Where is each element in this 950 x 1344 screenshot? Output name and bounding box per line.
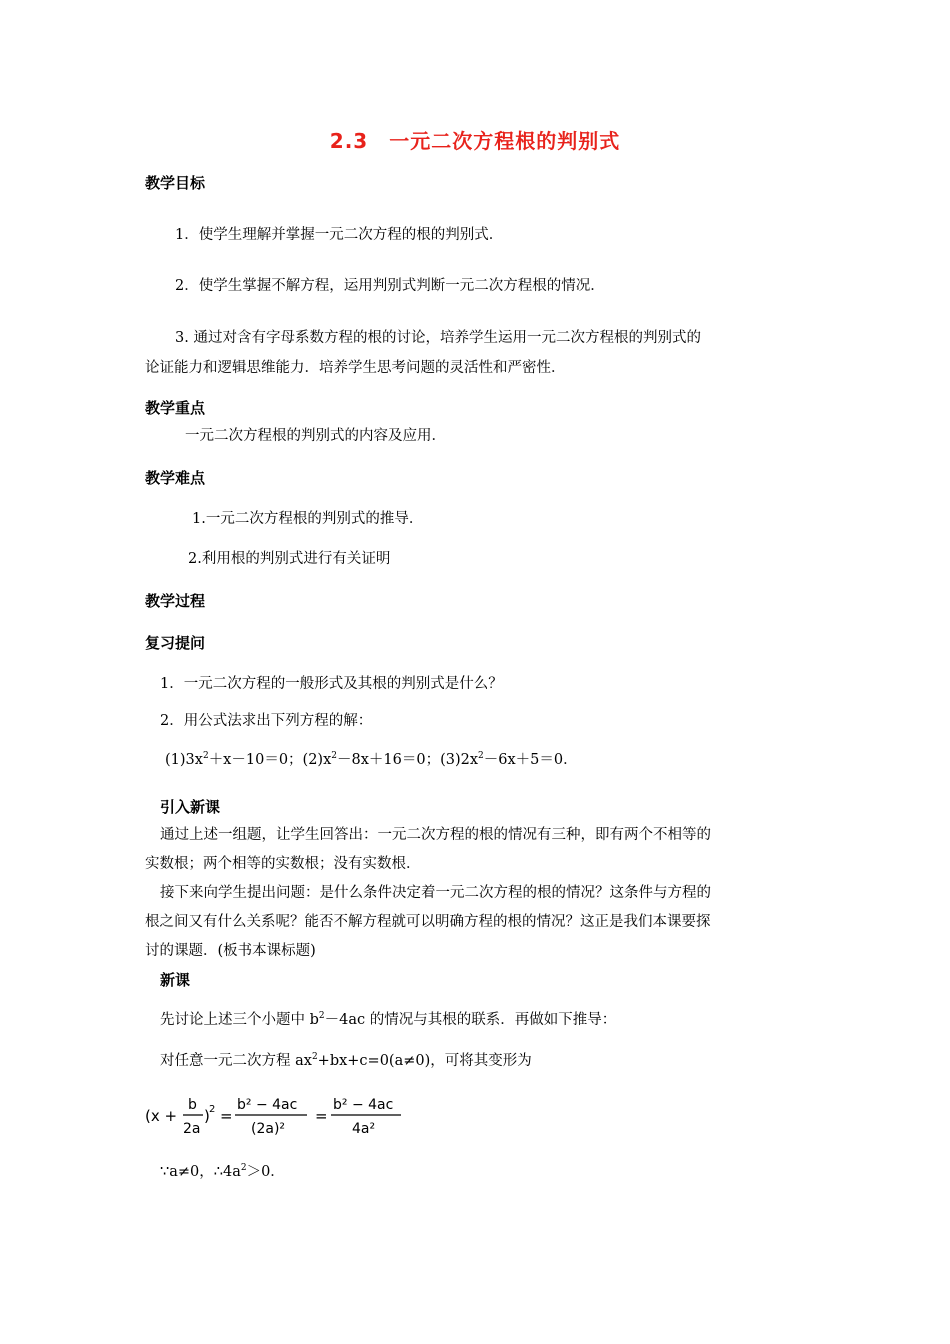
intro-p2-line2: 根之间又有什么关系呢？能否不解方程就可以明确方程的根的情况？这正是我们本课要探 (145, 914, 711, 930)
intro-p2-line3: 讨的课题．(板书本课标题) (145, 943, 316, 959)
review-2: 2．用公式法求出下列方程的解： (160, 713, 373, 729)
formula-rhs2-den: 4a² (352, 1121, 376, 1137)
review-1: 1．一元二次方程的一般形式及其根的判别式是什么？ (160, 676, 503, 692)
completed-square-formula (145, 1090, 405, 1140)
difficulty-1: 1.一元二次方程根的判别式的推导． (192, 511, 424, 527)
formula-lhs-open: (x + (145, 1107, 178, 1125)
intro-p1-line1: 通过上述一组题，让学生回答出：一元二次方程的根的情况有三种，即有两个不相等的 (160, 827, 711, 843)
new-heading: 新课 (160, 971, 191, 989)
formula-close: ) (204, 1107, 210, 1125)
formula-image (145, 1090, 405, 1140)
goal-2: 2．使学生掌握不解方程，运用判别式判断一元二次方程根的情况． (175, 278, 605, 294)
formula-eq-1: = (220, 1107, 233, 1125)
formula-eq-2: = (315, 1107, 328, 1125)
process-heading: 教学过程 (145, 592, 206, 610)
since-line: ∵a≠0，$\therefore 4a^2>0$． (160, 1163, 285, 1180)
page-title: 2.3 一元二次方程根的判别式 (329, 129, 621, 153)
formula-2a: 2a (183, 1121, 201, 1137)
new-p2: 对任意一元二次方程 $ax^2+bx+c=0(a\ne 0)$，可将其变形为 (160, 1052, 532, 1069)
formula-rhs2-num: b² − 4ac (333, 1097, 394, 1113)
formula-b: b (188, 1097, 197, 1113)
formula-rhs1-den: (2a)² (251, 1121, 286, 1137)
key-text: 一元二次方程根的判别式的内容及应用． (185, 428, 446, 444)
goal-1: 1．使学生理解并掌握一元二次方程的根的判别式． (175, 227, 504, 243)
formula-exp: 2 (209, 1104, 216, 1115)
review-heading: 复习提问 (145, 634, 206, 652)
difficulty-2: 2.利用根的判别式进行有关证明 (188, 551, 391, 567)
key-heading: 教学重点 (145, 399, 206, 417)
goal-3-line2: 论证能力和逻辑思维能力．培养学生思考问题的灵活性和严密性． (145, 360, 566, 376)
review-equations: $(1)3x^2+x-10=0$；$(2)x^2-8x+16=0$；$(3)2x^2-6x+5=0$． (165, 751, 578, 768)
goals-heading: 教学目标 (145, 174, 206, 192)
new-p1: 先讨论上述三个小题中 $b^2-4ac$ 的情况与其根的联系．再做如下推导： (160, 1011, 617, 1028)
formula-rhs1-num: b² − 4ac (237, 1097, 298, 1113)
intro-heading: 引入新课 (160, 798, 221, 816)
difficulty-heading: 教学难点 (145, 469, 206, 487)
intro-p1-line2: 实数根；两个相等的实数根；没有实数根． (145, 856, 421, 872)
goal-3-line1: 3. 通过对含有字母系数方程的根的讨论，培养学生运用一元二次方程根的判别式的 (175, 330, 701, 346)
intro-p2-line1: 接下来向学生提出问题：是什么条件决定着一元二次方程的根的情况？这条件与方程的 (160, 885, 711, 901)
